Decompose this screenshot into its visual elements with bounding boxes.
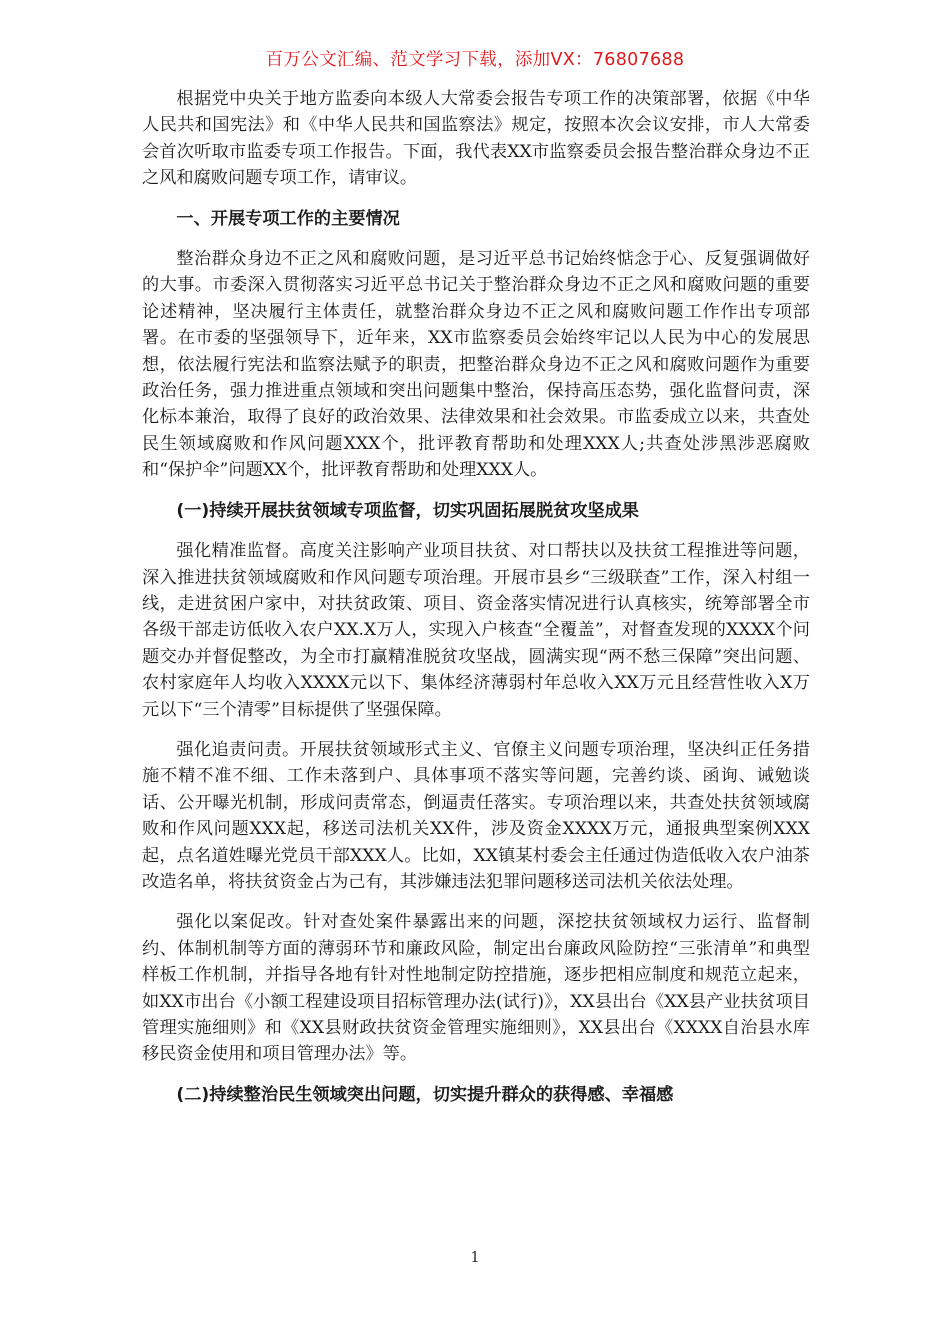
section-heading-1: 一、开展专项工作的主要情况: [176, 208, 400, 229]
section-1-paragraph: 整治群众身边不正之风和腐败问题，是习近平总书记始终惦念于心、反复强调做好的大事。市委深入贯彻落实习近平总书记关于整治群众身边不正之风和腐败问题的重要论述精神，坚决履行主体责任，就整治群众身边不正之风和腐败问题工作作出专项部署。在市委的坚强领导下，近年来，XX市监察委员会始终牢记以人民为中心的发展思想，依法履行宪法和监察法赋予的职责，把整治群众身边不正之风和腐败问题作为重要政治任务，强力推进重点领域和突出问题集中整治，保持高压态势，强化监督问责，深化标本兼治，取得了良好的政治效果、法律效果和社会效果。市监委成立以来，共查处民生领域腐败和作风问题XXX个，批评教育帮助和处理XXX人;共查处涉黑涉恶腐败和“保护伞”问题XX个，批评教育帮助和处理XXX人。: [142, 249, 810, 481]
subsection-heading-2: (二)持续整治民生领域突出问题，切实提升群众的获得感、幸福感: [176, 1084, 674, 1105]
header-banner: 百万公文汇编、范文学习下载，添加VX：76807688: [265, 50, 685, 70]
page-number: 1: [470, 1248, 480, 1266]
intro-paragraph: 根据党中央关于地方监委向本级人大常委会报告专项工作的决策部署，依据《中华人民共和国宪法》和《中华人民共和国监察法》规定，按照本次会议安排，市人大常委会首次听取市监委专项工作报告。下面，我代表XX市监察委员会报告整治群众身边不正之风和腐败问题专项工作，请审议。: [142, 89, 810, 189]
subsection-1-paragraph-2: 强化追责问责。开展扶贫领域形式主义、官僚主义问题专项治理，坚决纠正任务措施不精不准不细、工作未落到户、具体事项不落实等问题，完善约谈、函询、诫勉谈话、公开曝光机制，形成问责常态，倒逼责任落实。专项治理以来，共查处扶贫领域腐败和作风问题XXX起，移送司法机关XX件，涉及资金XXXX万元，通报典型案例XXX起，点名道姓曝光党员干部XXX人。比如，XX镇某村委会主任通过伪造低收入农户油茶改造名单，将扶贫资金占为己有，其涉嫌违法犯罪问题移送司法机关依法处理。: [142, 739, 810, 892]
subsection-heading-1: (一)持续开展扶贫领域专项监督，切实巩固拓展脱贫攻坚成果: [176, 500, 639, 521]
subsection-1-paragraph-1: 强化精准监督。高度关注影响产业项目扶贫、对口帮扶以及扶贫工程推进等问题，深入推进扶贫领域腐败和作风问题专项治理。开展市县乡“三级联查”工作，深入村组一线，走进贫困户家中，对扶贫政策、项目、资金落实情况进行认真核实，统筹部署全市各级干部走访低收入农户XX.X万人，实现入户核查“全覆盖”，对督查发现的XXXX个问题交办并督促整改，为全市打赢精准脱贫攻坚战，圆满实现“两不愁三保障”突出问题、农村家庭年人均收入XXXX元以下、集体经济薄弱村年总收入XX万元且经营性收入X万元以下“三个清零”目标提供了坚强保障。: [142, 541, 810, 720]
document-body: [142, 86, 810, 1122]
subsection-1-paragraph-3: 强化以案促改。针对查处案件暴露出来的问题，深挖扶贫领域权力运行、监督制约、体制机制等方面的薄弱环节和廉政风险，制定出台廉政风险防控“三张清单”和典型样板工作机制，并指导各地有针对性地制定防控措施，逐步把相应制度和规范立起来，如XX市出台《小额工程建设项目招标管理办法(试行)》，XX县出台《XX县产业扶贫项目管理实施细则》和《XX县财政扶贫资金管理实施细则》，XX县出台《XXXX自治县水库移民资金使用和项目管理办法》等。: [142, 912, 810, 1065]
